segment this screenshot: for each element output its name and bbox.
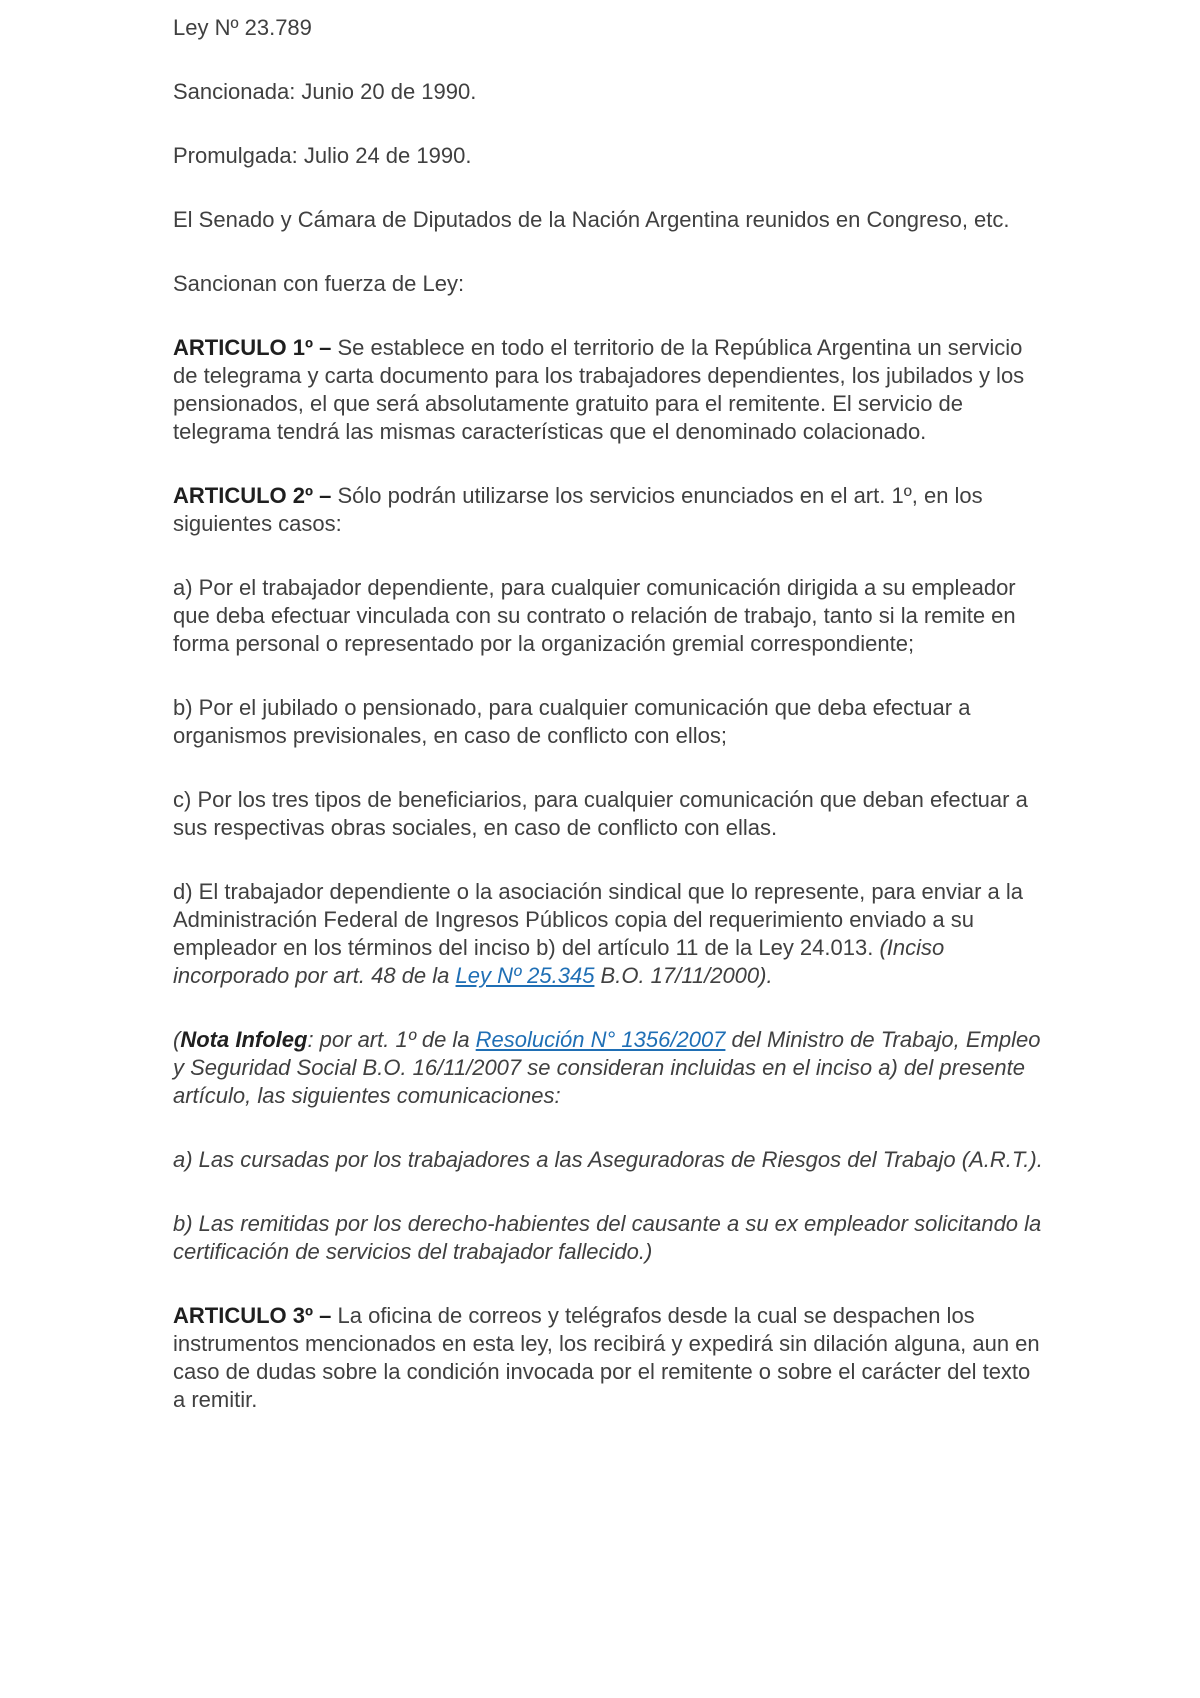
infoleg-note	[173, 1026, 1045, 1110]
article-2-text: Sólo podrán utilizarse los servicios enunciados en el art. 1º, en los siguientes casos:	[173, 483, 983, 536]
document-page	[173, 14, 1045, 1450]
article-1-text: Se establece en todo el territorio de la República Argentina un servicio de telegrama y carta documento para los trabajadores dependientes, los jubilados y los pensionados, el que será absolutamente gratuito para el remitente. El servicio de telegrama tendrá las mismas características que el denominado colacionado.	[173, 335, 1025, 444]
preamble	[173, 206, 1045, 234]
infoleg-note-item-b	[173, 1210, 1045, 1266]
ley-25345-link[interactable]: Ley Nº 25.345	[455, 963, 595, 988]
article-2-inciso-a	[173, 574, 1045, 658]
note-item-b-text: b) Las remitidas por los derecho-habientes del causante a su ex empleador solicitando la certificación de servicios del trabajador fallecido.)	[173, 1211, 1042, 1264]
law-number	[173, 14, 1045, 42]
enacting-clause	[173, 270, 1045, 298]
resolucion-1356-link[interactable]: Resolución N° 1356/2007	[475, 1027, 726, 1052]
inciso-d-text: d) El trabajador dependiente o la asociación sindical que lo represente, para enviar a la Administración Federal de Ingresos Públicos copia del requerimiento enviado a su empleador en los términos del inciso b) del artículo 11 de la Ley 24.013.	[173, 879, 1023, 960]
article-1-title: ARTICULO 1º –	[173, 335, 332, 360]
article-3	[173, 1302, 1045, 1414]
article-3-text: La oficina de correos y telégrafos desde la cual se despachen los instrumentos mencionados en esta ley, los recibirá y expedirá sin dilación alguna, aun en caso de dudas sobre la condición invocada por el remitente o sobre el carácter del texto a remitir.	[173, 1303, 1040, 1412]
inciso-d-note-post: B.O. 17/11/2000).	[594, 963, 773, 988]
inciso-d-note-pre: (Inciso incorporado por art. 48 de la	[173, 935, 945, 988]
enacting-clause-text: Sancionan con fuerza de Ley:	[173, 271, 465, 296]
inciso-b-text: b) Por el jubilado o pensionado, para cualquier comunicación que deba efectuar a organismos previsionales, en caso de conflicto con ellos;	[173, 695, 971, 748]
sanction-date	[173, 78, 1045, 106]
note-item-a-text: a) Las cursadas por los trabajadores a las Aseguradoras de Riesgos del Trabajo (A.R.T.).	[173, 1147, 1043, 1172]
infoleg-note-item-a	[173, 1146, 1045, 1174]
inciso-c-text: c) Por los tres tipos de beneficiarios, para cualquier comunicación que deban efectuar a sus respectivas obras sociales, en caso de conflicto con ellas.	[173, 787, 1028, 840]
preamble-text: El Senado y Cámara de Diputados de la Nación Argentina reunidos en Congreso, etc.	[173, 207, 1010, 232]
article-1	[173, 334, 1045, 446]
promulgation-date-text: Promulgada: Julio 24 de 1990.	[173, 143, 472, 168]
article-2-inciso-b	[173, 694, 1045, 750]
note-label: Nota Infoleg	[180, 1027, 308, 1052]
article-2	[173, 482, 1045, 538]
article-2-title: ARTICULO 2º –	[173, 483, 332, 508]
sanction-date-text: Sancionada: Junio 20 de 1990.	[173, 79, 477, 104]
article-2-inciso-c	[173, 786, 1045, 842]
article-3-title: ARTICULO 3º –	[173, 1303, 332, 1328]
note-pre-text: : por art. 1º de la	[307, 1027, 476, 1052]
article-2-inciso-d	[173, 878, 1045, 990]
note-open-paren: (	[173, 1027, 181, 1052]
promulgation-date	[173, 142, 1045, 170]
inciso-a-text: a) Por el trabajador dependiente, para cualquier comunicación dirigida a su empleador que deba efectuar vinculada con su contrato o relación de trabajo, tanto si la remite en forma personal o representado por la organización gremial correspondiente;	[173, 575, 1016, 656]
law-number-text: Ley Nº 23.789	[173, 15, 312, 40]
note-post-text: del Ministro de Trabajo, Empleo y Seguridad Social B.O. 16/11/2007 se consideran incluidas en el inciso a) del presente artículo, las siguientes comunicaciones:	[173, 1027, 1041, 1108]
